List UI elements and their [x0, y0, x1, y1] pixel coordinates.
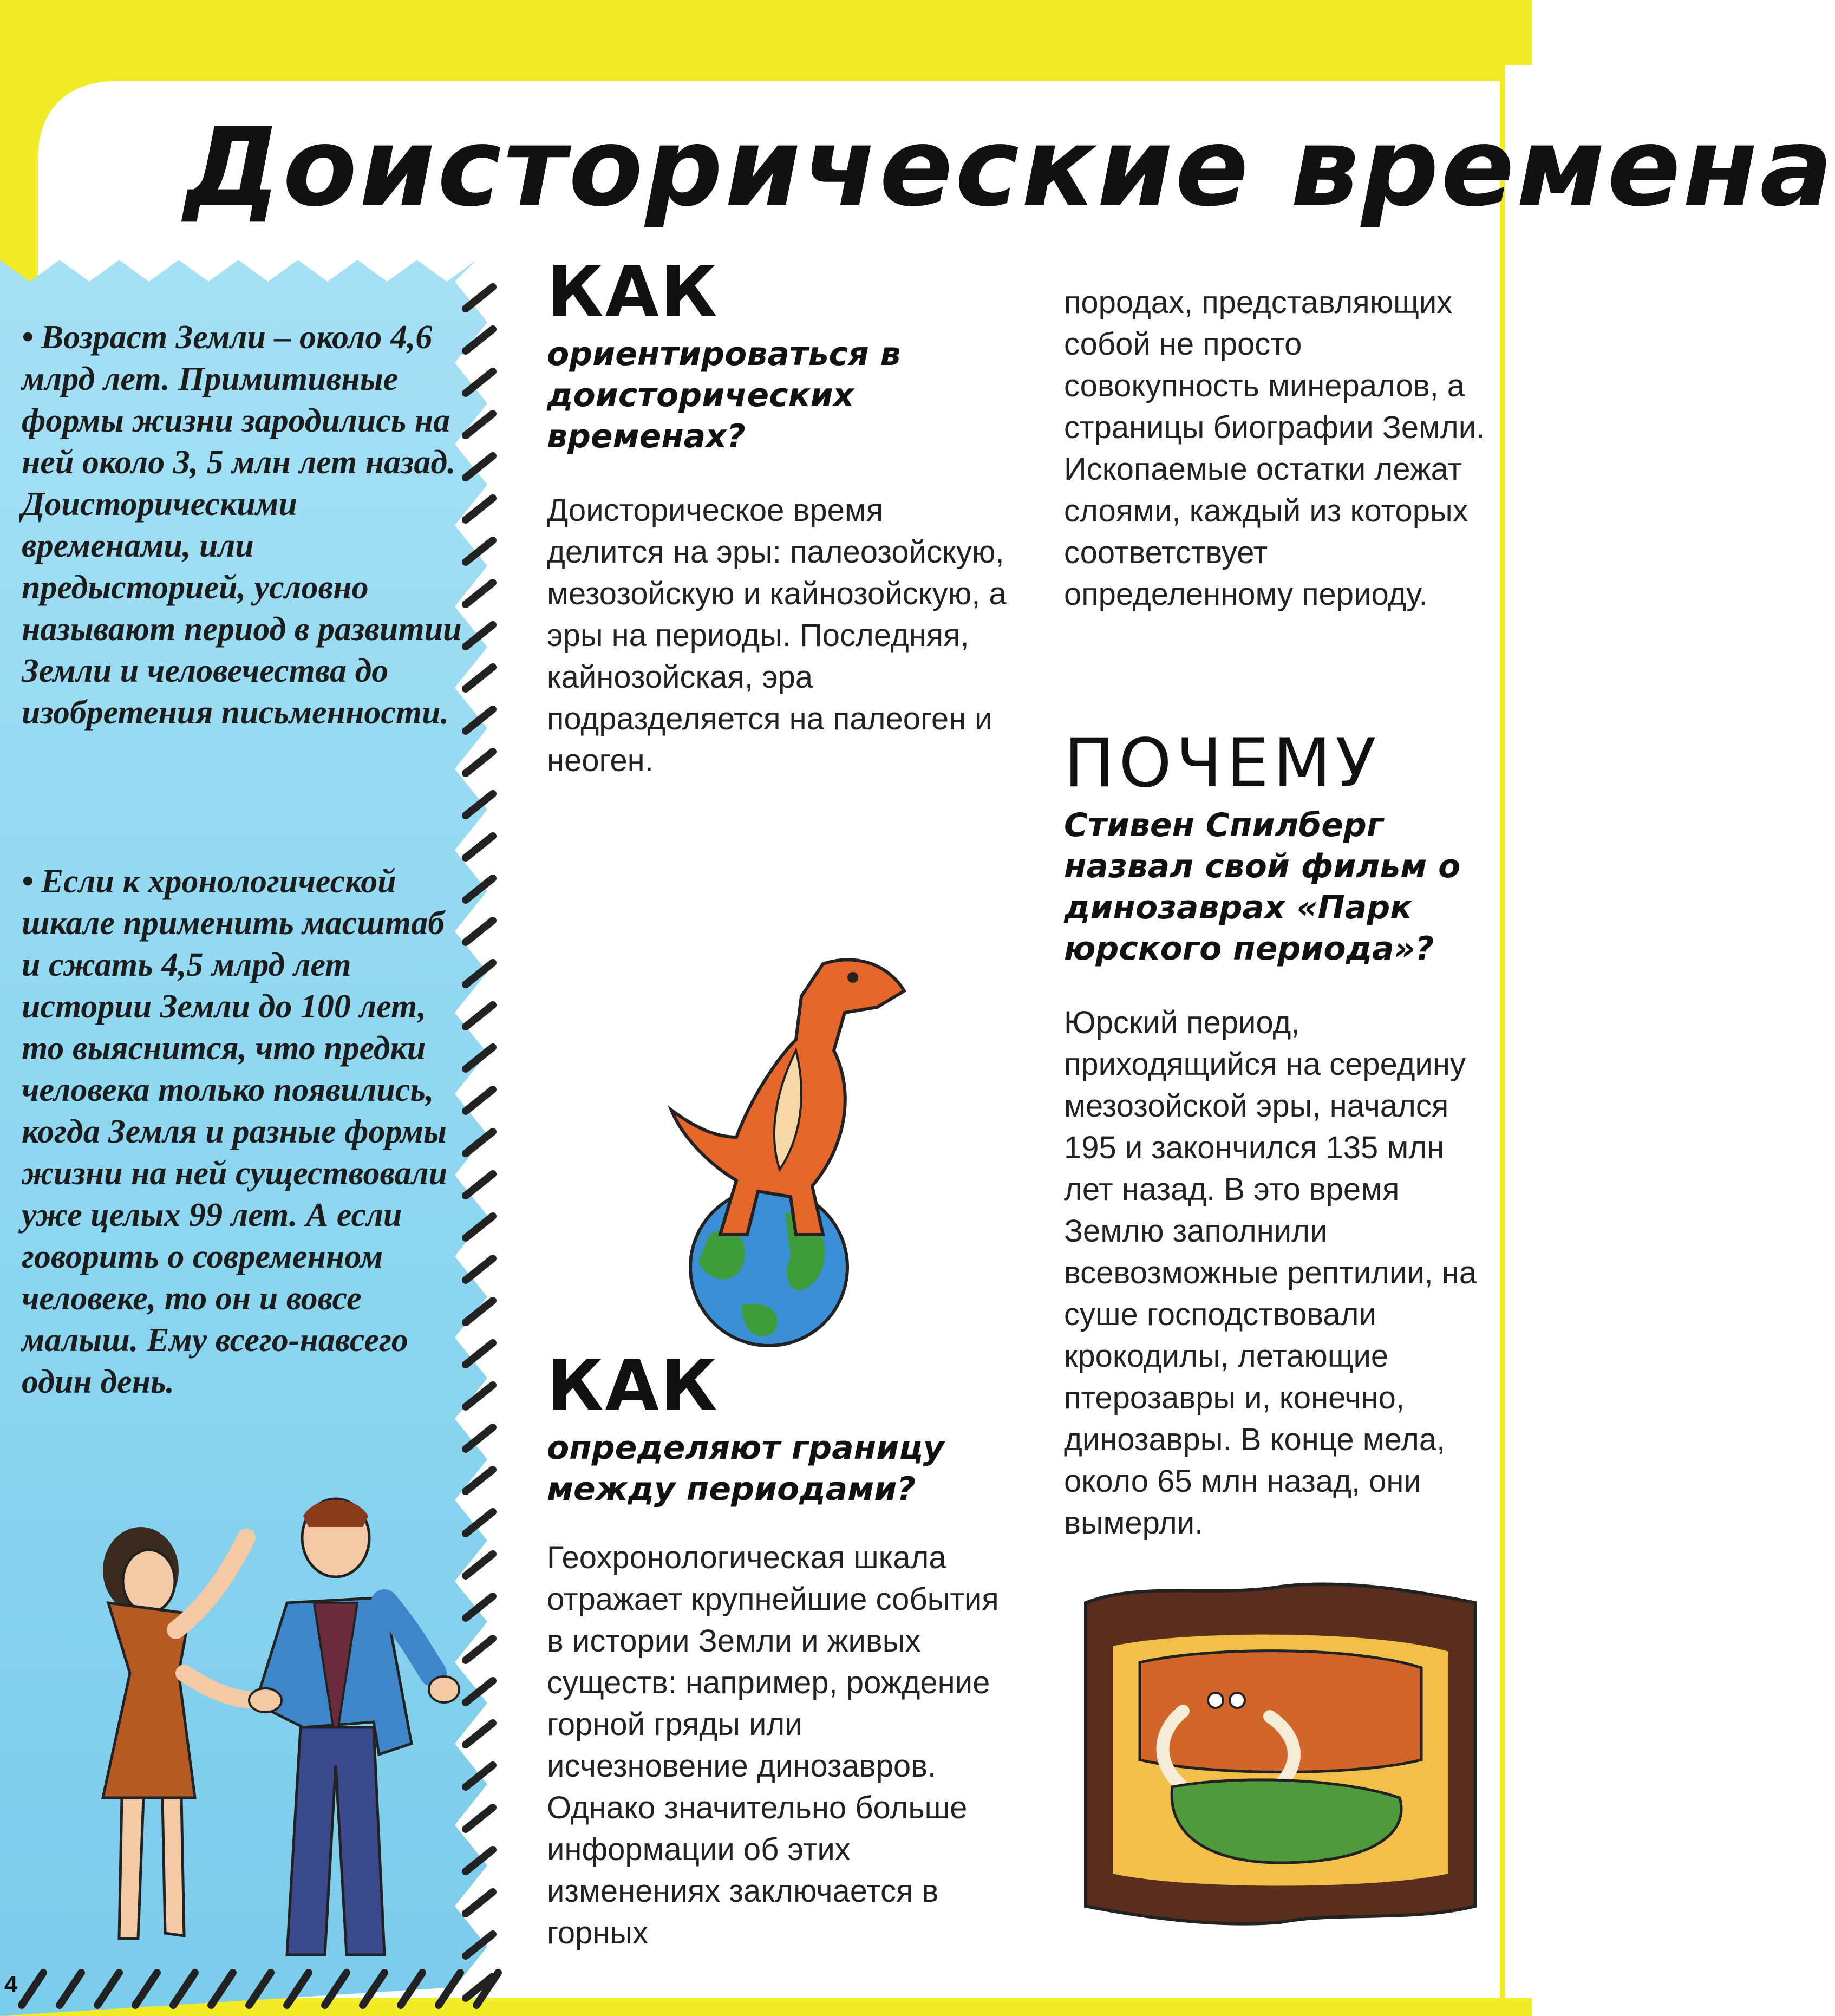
section-how-boundary — [547, 1348, 1007, 1954]
sidebar-fact-2 — [22, 861, 466, 1403]
page-number: 4 — [4, 1971, 18, 1998]
mammoth-fossil-illustration — [1075, 1581, 1486, 1928]
sidebar-tick — [466, 287, 493, 309]
bullet: • — [22, 863, 34, 900]
fact-2-text: Если к хронологической шкале применить масштаб и сжать 4,5 млрд лет истории Земли до 100 лет, то выяснится, что предки человека только появились, когда Земля и разные формы жизни на ней существовали уже целых 99 лет. А если говорить о современном человеке, то он и вовсе малыш. Ему всего-навсего один день. — [22, 863, 448, 1400]
bullet: • — [22, 319, 34, 356]
sidebar-tick — [466, 921, 493, 942]
section-2-continuation-text: породах, представляющих собой не просто совокупность минералов, а страницы биографии Земли. Ископаемые остатки лежат слоями, каждый из которых соответствует определенному периоду. — [1064, 285, 1485, 612]
section-1-text: Доисторическое время делится на эры: палеозойскую, мезозойскую и кайнозойскую, а эры на периоды. Последняя, кайнозойская, эра подразделяется на палеоген и неоген. — [547, 493, 1007, 778]
fact-1-text: Возраст Земли – около 4,6 млрд лет. Примитивные формы жизни зародились на ней около 3, 5 млн лет назад. Доисторическими временами, или предысторией, условно называют период в развитии Земли и человечества до изобретения письменности. — [22, 319, 462, 731]
section-1-heading: КАК — [547, 252, 719, 332]
sidebar-tick — [466, 667, 493, 689]
page-title: Доисторические времена — [184, 105, 1835, 231]
section-why-jurassic — [1064, 726, 1497, 1544]
section-3-text: Юрский период, приходящийся на середину мезозойской эры, начался 195 и закончился 135 млн лет назад. В это время Землю заполнили всевозможные рептилии, на суше господствовали крокодилы, летающие птерозавры и, конечно, динозавры. В конце мела, около 65 млн назад, они вымерли. — [1064, 1005, 1477, 1541]
section-3-heading: ПОЧЕМУ — [1064, 725, 1381, 803]
sidebar-tick — [466, 836, 493, 858]
dinosaur-on-globe-illustration — [661, 931, 920, 1348]
section-2-continuation — [1064, 282, 1497, 615]
sidebar-tick — [466, 1343, 493, 1365]
sidebar-tick — [466, 1089, 493, 1111]
sidebar-tick — [466, 1005, 493, 1027]
section-1-question: ориентироваться в доисторических временах? — [547, 335, 901, 455]
section-how-orient — [547, 252, 1007, 781]
sidebar-tick — [466, 752, 493, 773]
caveman-and-man-illustration — [32, 1495, 520, 1982]
section-2-text: Геохронологическая шкала отражает крупнейшие события в истории Земли и живых существ: например, рождение горной гряды или исчезновение динозавров. Однако значительно больше информации об этих изменениях заключается в горных — [547, 1540, 999, 1950]
sidebar-fact-1 — [22, 317, 466, 734]
sidebar-tick — [466, 1174, 493, 1196]
sidebar-tick — [466, 1258, 493, 1280]
section-3-question: Стивен Спилберг назвал свой фильм о динозаврах «Парк юрского периода»? — [1064, 806, 1461, 968]
section-2-heading: КАК — [547, 1346, 719, 1426]
section-2-question: определяют границу между периодами? — [547, 1429, 944, 1508]
